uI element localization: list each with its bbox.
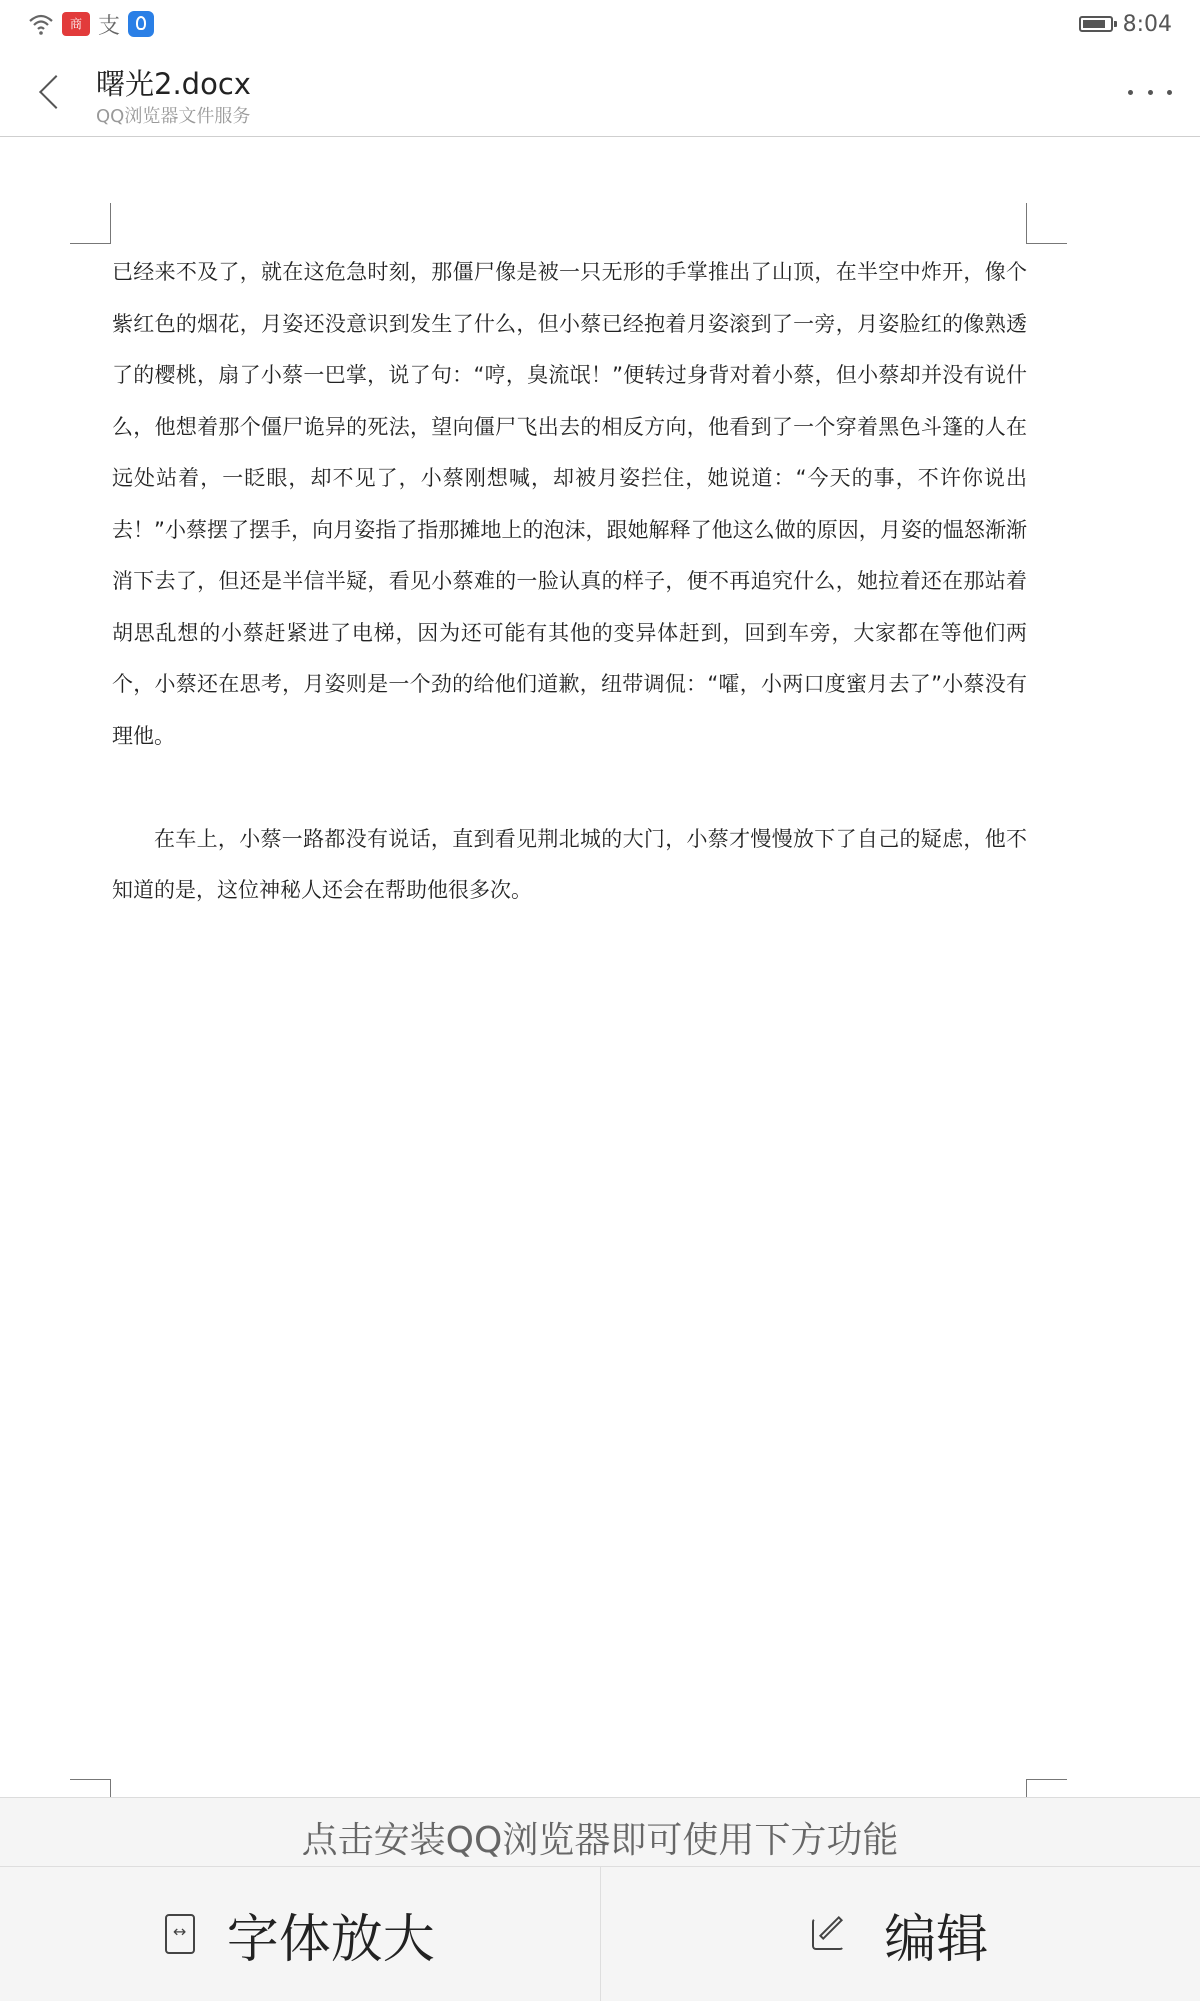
install-hint[interactable]: 点击安装QQ浏览器即可使用下方功能 [0, 1812, 1200, 1863]
app-icon [128, 11, 154, 37]
font-enlarge-label: 字体放大 [227, 1897, 435, 1972]
edit-label: 编辑 [884, 1897, 988, 1972]
page-corner-mark [1026, 203, 1067, 244]
back-arrow-icon[interactable] [30, 68, 66, 116]
edit-button[interactable] [600, 1866, 1200, 2001]
dot [1128, 90, 1133, 95]
app-icon: 支 [98, 9, 120, 40]
bottom-toolbar [0, 1797, 1200, 2001]
page-corner-mark [70, 203, 111, 244]
status-bar [0, 0, 1200, 48]
header [0, 48, 1200, 137]
status-icons-left [28, 10, 154, 38]
document-viewer[interactable] [0, 137, 1200, 1797]
more-options-icon[interactable] [1128, 84, 1172, 100]
document-body [112, 247, 1027, 917]
wifi-icon [28, 11, 54, 37]
status-time: 8:04 [1123, 12, 1172, 37]
app-icon: 商 [62, 12, 90, 36]
page-subtitle: QQ浏览器文件服务 [96, 102, 250, 128]
document-paragraph: 在车上，小蔡一路都没有说话，直到看见荆北城的大门，小蔡才慢慢放下了自己的疑虑，他不知道的是，这位神秘人还会在帮助他很多次。 [112, 814, 1027, 917]
edit-icon [812, 1914, 852, 1954]
font-size-icon [165, 1914, 195, 1954]
dot [1148, 90, 1153, 95]
page-title: 曙光2.docx [96, 62, 251, 103]
battery-icon [1079, 16, 1113, 32]
status-icons-right [1079, 10, 1172, 38]
font-enlarge-button[interactable] [0, 1866, 600, 2001]
document-paragraph: 已经来不及了，就在这危急时刻，那僵尸像是被一只无形的手掌推出了山顶，在半空中炸开，像个紫红色的烟花，月姿还没意识到发生了什么，但小蔡已经抱着月姿滚到了一旁，月姿脸红的像熟透了的樱桃，扇了小蔡一巴掌，说了句：“哼，臭流氓！”便转过身背对着小蔡，但小蔡却并没有说什么，他想着那个僵尸诡异的死法，望向僵尸飞出去的相反方向，他看到了一个穿着黑色斗篷的人在远处站着，一眨眼，却不见了，小蔡刚想喊，却被月姿拦住，她说道：“今天的事，不许你说出去！”小蔡摆了摆手，向月姿指了指那摊地上的泡沫，跟她解释了他这么做的原因，月姿的愠怒渐渐消下去了，但还是半信半疑，看见小蔡难的一脸认真的样子，便不再追究什么，她拉着还在那站着胡思乱想的小蔡赶紧进了电梯，因为还可能有其他的变异体赶到，回到车旁，大家都在等他们两个，小蔡还在思考，月姿则是一个劲的给他们道歉，纽带调侃：“嚯，小两口度蜜月去了”小蔡没有理他。 [112, 247, 1027, 762]
action-buttons [0, 1866, 1200, 2001]
dot [1167, 90, 1172, 95]
